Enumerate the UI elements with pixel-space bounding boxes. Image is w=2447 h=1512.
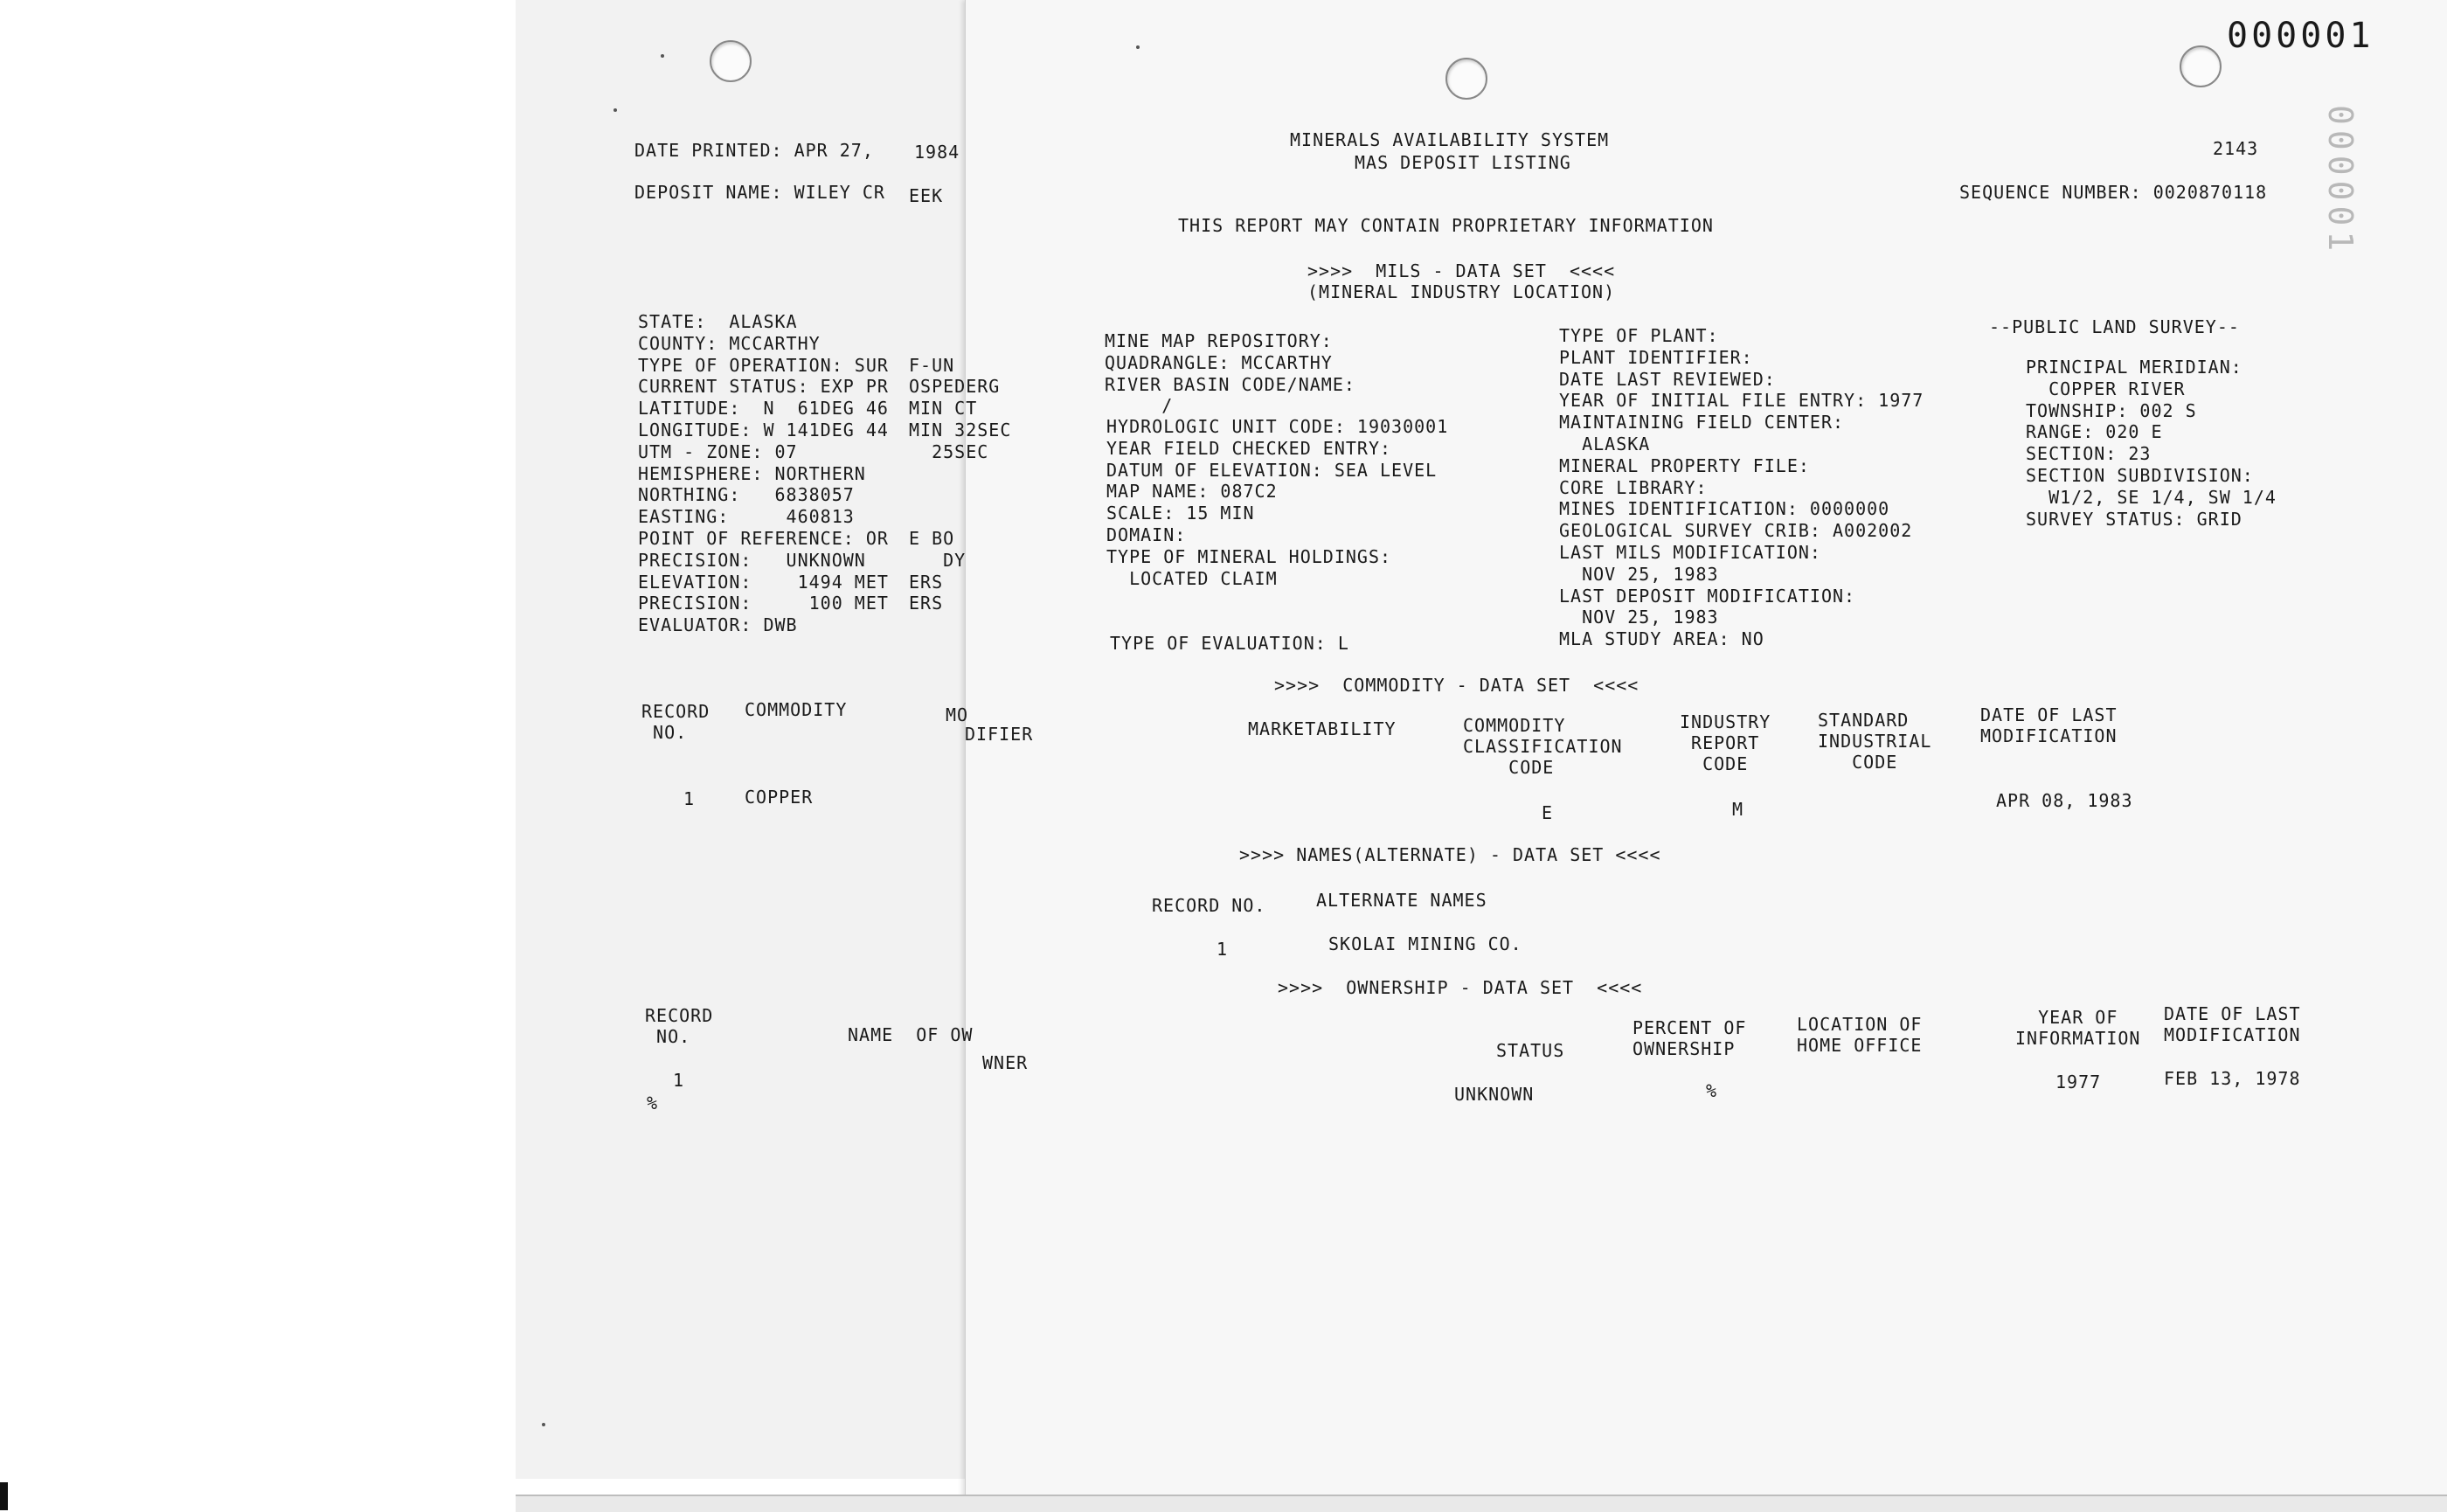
ink-speck [542,1423,545,1426]
location-field-line: LONGITUDE: W 141DEG 44 [638,419,889,440]
percent-header: PERCENT OF OWNERSHIP [1632,1017,1747,1059]
names-record-no: 1 [1217,939,1229,960]
commodity-date-value: APR 08, 1983 [1996,790,2133,811]
location-field-line: UTM - ZONE: 07 [638,440,798,462]
ownership-section-header: >>>> OWNERSHIP - DATA SET <<<< [1278,977,1643,998]
owner-record-no: 1 [673,1070,685,1091]
mils-field-line: DATE LAST REVIEWED: [1559,368,1776,390]
marketability-header: MARKETABILITY [1248,718,1397,739]
mils-field-line: MAP NAME: 087C2 [1106,481,1278,503]
industry-report-header: INDUSTRY REPORT CODE [1680,711,1771,774]
year-value: 1977 [2055,1072,2102,1092]
commodity-date-header: DATE OF LAST MODIFICATION [1980,704,2118,746]
location-continued-line: OSPEDERG [909,376,1001,398]
location-field-line: STATE: ALASKA [638,311,798,332]
mils-field-line: NOV 25, 1983 [1559,607,1719,628]
mils-field-line: TYPE OF MINERAL HOLDINGS: [1106,545,1392,567]
modifier-header: MO [946,704,969,725]
status-value: UNKNOWN [1454,1084,1535,1105]
plss-field-line: PRINCIPAL MERIDIAN: [2026,357,2243,378]
location-field-line: HEMISPHERE: NORTHERN [638,462,866,484]
deposit-name-continued: EEK [909,185,944,206]
report-number: 2143 [2213,138,2259,159]
location-continued-line: MIN 32SEC [909,419,1012,440]
mils-field-line: MINERAL PROPERTY FILE: [1559,454,1810,476]
alternate-name-value: SKOLAI MINING CO. [1328,933,1522,954]
location-continued-line: ERS [909,571,944,593]
location-block [638,311,889,636]
side-stamp: 000001 [2321,105,2360,257]
names-section-header: >>>> NAMES(ALTERNATE) - DATA SET <<<< [1239,844,1661,865]
location-field-line: ELEVATION: 1494 MET [638,571,889,593]
system-title: MINERALS AVAILABILITY SYSTEM [1290,129,1610,150]
deposit-name: DEPOSIT NAME: WILEY CR [634,182,885,203]
proprietary-notice: THIS REPORT MAY CONTAIN PROPRIETARY INFORMATION [1178,215,1714,236]
commodity-name: COPPER [745,787,814,808]
mils-field-line: MLA STUDY AREA: NO [1559,628,1764,650]
location-continued-line: DY [909,549,967,571]
mils-field-line: HYDROLOGIC UNIT CODE: 19030001 [1106,416,1449,437]
mils-section-header: >>>> MILS - DATA SET <<<< [1307,260,1616,281]
plss-field-line: TOWNSHIP: 002 S [2026,399,2197,421]
ink-speck [613,108,617,112]
modifier-header-continued: DIFIER [965,724,1034,745]
location-field-line: CURRENT STATUS: EXP PR [638,376,889,398]
mils-field-line: DOMAIN: [1106,524,1187,545]
status-header: STATUS [1496,1040,1565,1061]
location-continued-line [909,311,1011,333]
owner-record-header: RECORD NO. [645,1005,714,1047]
location-continued-line [909,333,1011,355]
ink-speck [661,54,664,58]
mils-column-2b [1106,416,1448,589]
classification-header: COMMODITY CLASSIFICATION CODE [1463,715,1623,778]
mils-field-line: / [1105,395,1174,417]
location-continued-line: ERS [909,593,944,614]
back-page-sheet [516,0,1023,1479]
industry-report-value: M [1732,799,1744,820]
mils-field-line: LAST MILS MODIFICATION: [1559,541,1821,563]
names-record-header: RECORD NO. [1152,895,1266,916]
commodity-record-no: 1 [683,788,696,809]
owner-name-header: NAME OF OW [848,1024,974,1045]
mils-field-line: MINES IDENTIFICATION: 0000000 [1559,498,1890,520]
location-field-line: PRECISION: UNKNOWN [638,549,866,571]
location-field-line: PRECISION: 100 MET [638,593,889,614]
location-field-line: POINT OF REFERENCE: OR [638,527,889,549]
plss-field-line: COPPER RIVER [2026,378,2186,399]
plss-block [2026,357,2277,530]
location-continued-line: 25SEC [909,440,989,462]
location-continued-line: MIN CT [909,398,978,420]
percent-value: % [1706,1080,1718,1101]
location-field-line: EVALUATOR: DWB [638,614,798,636]
mils-field-line: NOV 25, 1983 [1559,563,1719,585]
location-field-line: NORTHING: 6838057 [638,484,855,506]
mils-field-line: YEAR FIELD CHECKED ENTRY: [1106,437,1392,459]
mils-field-line: LOCATED CLAIM [1106,567,1278,589]
location-continued-strip [909,311,1011,636]
home-office-header: LOCATION OF HOME OFFICE [1797,1014,1923,1056]
mils-field-line: QUADRANGLE: MCCARTHY [1105,351,1333,373]
mils-field-line: PLANT IDENTIFIER: [1559,346,1753,368]
location-continued-line [909,614,1011,636]
commodity-record-header: RECORD NO. [641,701,711,743]
punch-hole-left [710,40,752,82]
page-number: 000001 [2227,16,2374,56]
ink-speck [1136,45,1140,49]
mils-field-line: LAST DEPOSIT MODIFICATION: [1559,585,1856,607]
location-continued-line [909,463,1011,485]
commodity-section-header: >>>> COMMODITY - DATA SET <<<< [1274,675,1639,696]
location-continued-line [909,506,1011,528]
plss-field-line: RANGE: 020 E [2026,421,2163,443]
type-of-evaluation: TYPE OF EVALUATION: L [1110,633,1349,654]
mils-section-subheader: (MINERAL INDUSTRY LOCATION) [1307,281,1616,302]
alternate-names-header: ALTERNATE NAMES [1316,890,1487,911]
mils-field-line: RIVER BASIN CODE/NAME: [1105,373,1355,395]
plss-field-line: SECTION SUBDIVISION: [2026,464,2254,486]
mils-field-line: CORE LIBRARY: [1559,476,1708,498]
owner-date-header: DATE OF LAST MODIFICATION [2164,1003,2301,1045]
mils-field-line: GEOLOGICAL SURVEY CRIB: A002002 [1559,520,1913,542]
bottom-page-edge [516,1495,2447,1512]
location-continued-line: E BO [909,527,955,549]
classification-value: E [1542,802,1554,823]
print-year: 1984 [914,142,960,163]
plss-field-line: SURVEY STATUS: GRID [2026,508,2243,530]
listing-title: MAS DEPOSIT LISTING [1355,152,1571,173]
mils-field-line: TYPE OF PLANT: [1559,325,1719,346]
location-field-line: EASTING: 460813 [638,506,855,528]
date-printed: DATE PRINTED: APR 27, [634,140,874,161]
plss-field-line: W1/2, SE 1/4, SW 1/4 [2026,486,2277,508]
sequence-number: SEQUENCE NUMBER: 0020870118 [1959,182,2268,203]
location-continued-line: F-UN [909,354,955,376]
owner-date-value: FEB 13, 1978 [2164,1068,2301,1089]
edge-mark [0,1482,8,1510]
mils-field-line: YEAR OF INITIAL FILE ENTRY: 1977 [1559,390,1924,412]
owner-name-continued: WNER [982,1052,1029,1073]
location-continued-line [909,484,1011,506]
mils-field-line: MINE MAP REPOSITORY: [1105,330,1333,351]
location-field-line: LATITUDE: N 61DEG 46 [638,398,889,420]
mils-column-3 [1559,325,1924,650]
sic-code-header: STANDARD INDUSTRIAL CODE [1818,710,1932,773]
plss-header: --PUBLIC LAND SURVEY-- [1989,316,2240,337]
punch-hole-center [1445,58,1487,100]
mils-field-line: ALASKA [1559,433,1651,454]
commodity-header: COMMODITY [745,699,848,720]
owner-percent: % [647,1092,659,1113]
mils-field-line: SCALE: 15 MIN [1106,503,1255,524]
punch-hole-right [2180,45,2222,87]
year-of-information-header: YEAR OF INFORMATION [2015,1007,2141,1049]
mils-field-line: MAINTAINING FIELD CENTER: [1559,412,1845,433]
plss-field-line: SECTION: 23 [2026,443,2152,465]
location-field-line: TYPE OF OPERATION: SUR [638,354,889,376]
location-field-line: COUNTY: MCCARTHY [638,332,821,354]
mils-field-line: DATUM OF ELEVATION: SEA LEVEL [1106,459,1438,481]
mils-column-2a [1105,330,1355,417]
